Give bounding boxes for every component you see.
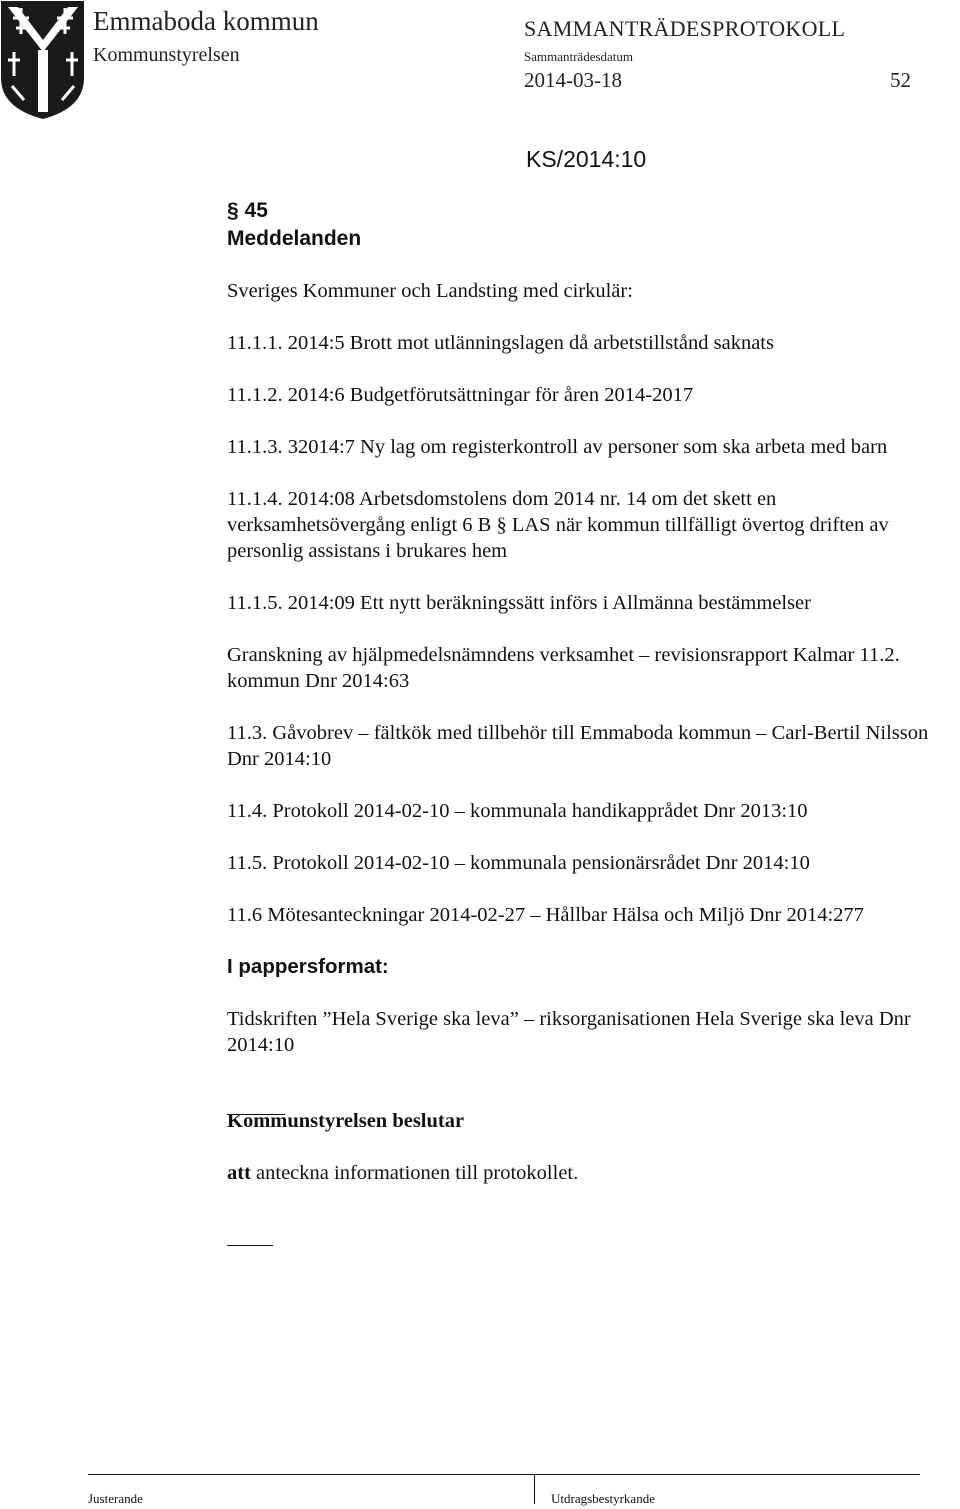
organization-name: Emmaboda kommun <box>93 6 319 36</box>
document-body <box>227 278 952 1186</box>
list-item: 11.1.5. 2014:09 Ett nytt beräkningssätt införs i Allmänna bestämmelser <box>227 592 811 614</box>
footer-rule <box>88 1474 920 1475</box>
decision-body: anteckna informationen till protokollet. <box>250 1162 579 1184</box>
paragraph-title: Meddelanden <box>227 227 362 250</box>
list-item: 11.1.1. 2014:5 Brott mot utlänningslagen då arbetstillstånd saknats <box>227 332 774 354</box>
list-item: 11.1.4. 2014:08 Arbetsdomstolens dom 2014 nr. 14 om det skett en verksamhetsövergång enligt 6 B § LAS när kommun tillfälligt övertog driften av personlig assistans i brukares hem <box>227 488 889 562</box>
decision-att: att <box>227 1162 251 1184</box>
list-item: Granskning av hjälpmedelsnämndens verksamhet – revisionsrapport Kalmar 11.2. kommun Dnr 2014:63 <box>227 644 900 692</box>
paper-format-item: Tidskriften ”Hela Sverige ska leva” – riksorganisationen Hela Sverige ska leva Dnr 2014:10 <box>227 1008 911 1056</box>
separator-rule <box>227 1245 273 1246</box>
paper-format-heading: I pappersformat: <box>227 955 389 978</box>
meeting-date-label: Sammanträdesdatum <box>524 49 634 64</box>
municipality-logo <box>0 0 86 120</box>
separator-rule <box>227 1114 285 1115</box>
list-item: 11.4. Protokoll 2014-02-10 – kommunala handikapprådet Dnr 2013:10 <box>227 800 808 822</box>
list-item: 11.1.2. 2014:6 Budgetförutsättningar för åren 2014-2017 <box>227 384 694 406</box>
list-item: 11.1.3. 32014:7 Ny lag om registerkontroll av personer som ska arbeta med barn <box>227 436 888 458</box>
footer-justerande: Justerande <box>88 1491 143 1506</box>
spacer <box>227 1058 952 1080</box>
decision-text <box>227 1160 952 1186</box>
footer-utdragsbestyrkande: Utdragsbestyrkande <box>551 1491 655 1506</box>
paragraph-number <box>227 199 268 223</box>
intro-text: Sveriges Kommuner och Landsting med cirkulär: <box>227 280 633 302</box>
footer-divider <box>534 1474 535 1504</box>
document-type: SAMMANTRÄDESPROTOKOLL <box>524 16 846 41</box>
list-item: 11.3. Gåvobrev – fältkök med tillbehör till Emmaboda kommun – Carl-Bertil Nilsson Dnr 2014:10 <box>227 722 929 770</box>
list-item: 11.6 Mötesanteckningar 2014-02-27 – Hållbar Hälsa och Miljö Dnr 2014:277 <box>227 904 864 926</box>
decision-heading: Kommunstyrelsen beslutar <box>227 1110 465 1132</box>
paragraph-number-value: 45 <box>244 199 268 222</box>
case-number: KS/2014:10 <box>526 146 647 172</box>
page-number: 52 <box>890 68 911 92</box>
list-item: 11.5. Protokoll 2014-02-10 – kommunala pensionärsrådet Dnr 2014:10 <box>227 852 810 874</box>
meeting-date: 2014-03-18 <box>524 68 622 92</box>
organization-unit: Kommunstyrelsen <box>93 44 240 66</box>
section-symbol: § <box>227 199 239 222</box>
